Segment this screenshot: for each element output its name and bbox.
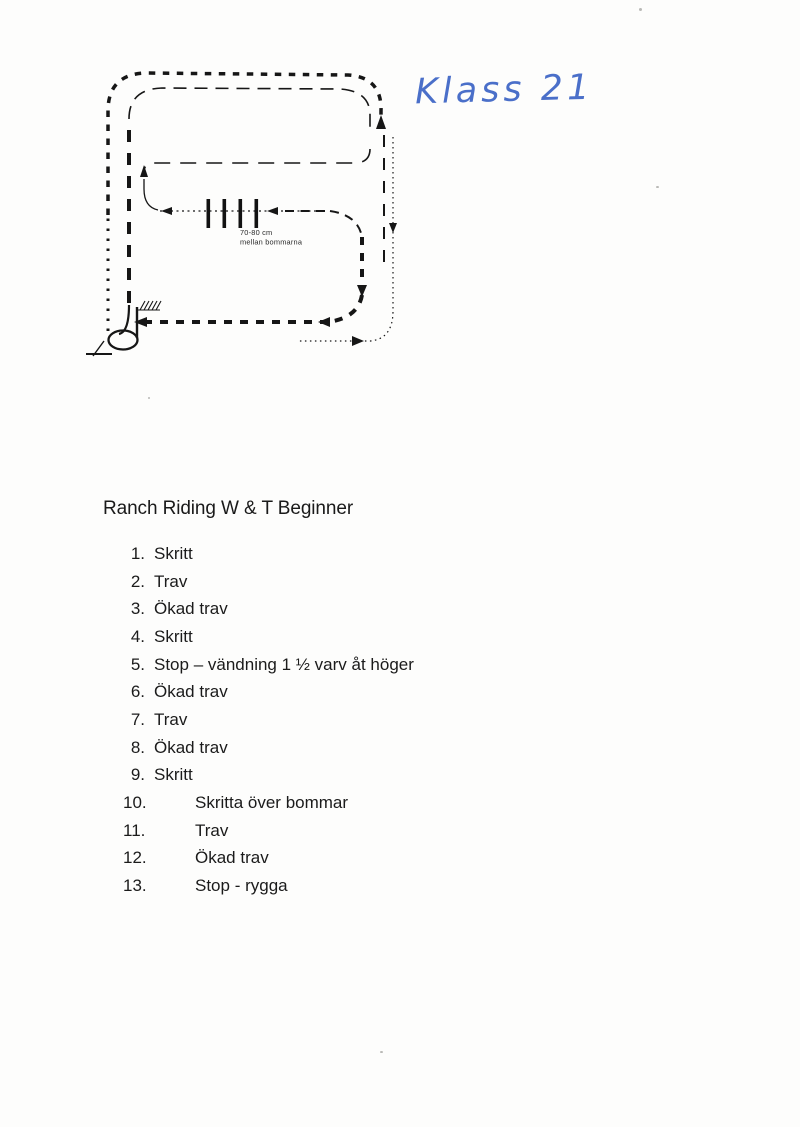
pattern-step <box>0 872 560 900</box>
inner-left-course-line <box>119 119 129 334</box>
step-text: Ökad trav <box>154 737 228 757</box>
down-arrow-icon <box>389 223 397 233</box>
pattern-step <box>0 568 560 596</box>
pattern-step <box>0 678 560 706</box>
pattern-step <box>0 651 560 679</box>
left-arrow-icon <box>318 317 330 327</box>
pattern-step <box>0 595 560 623</box>
step-text: Ökad trav <box>195 848 269 868</box>
pattern-title: Ranch Riding W & T Beginner <box>103 498 354 519</box>
step-text: Skritt <box>154 765 193 785</box>
step-number: 1. <box>130 543 145 563</box>
step-number: 2. <box>130 571 145 591</box>
scan-speck <box>656 186 659 188</box>
outer-course-line <box>108 73 386 331</box>
step-number: 12. <box>123 848 147 868</box>
right-arrow-icon <box>352 336 364 346</box>
pattern-step <box>0 789 560 817</box>
step-number: 7. <box>130 709 145 729</box>
step-number: 3. <box>130 599 145 619</box>
start-circle <box>86 331 138 357</box>
pattern-step <box>0 817 560 845</box>
left-arrow-icon <box>267 207 278 215</box>
scan-speck <box>380 1051 383 1053</box>
handwritten-class-label: Klass 21 <box>414 67 594 113</box>
pattern-step <box>0 623 560 651</box>
up-arrow-icon <box>376 115 386 129</box>
step-text: Trav <box>154 709 188 729</box>
step-number: 8. <box>130 737 145 757</box>
ground-poles <box>207 199 259 228</box>
step-text: Skritt <box>154 543 193 563</box>
pattern-step <box>0 734 560 762</box>
step-text: Ökad trav <box>154 682 228 702</box>
step-text: Trav <box>154 571 188 591</box>
scan-speck <box>148 397 150 399</box>
step-text: Trav <box>195 820 229 840</box>
step-text: Ökad trav <box>154 599 228 619</box>
step-number: 4. <box>130 626 145 646</box>
pattern-steps-list <box>0 540 560 900</box>
pole-note-line1: 70-80 cm <box>240 228 273 237</box>
dotted-right-line <box>298 137 397 346</box>
pattern-step <box>0 845 560 873</box>
pole-spacing-note <box>240 228 303 247</box>
step-text: Skritta över bommar <box>195 793 349 813</box>
pole-note-line2: mellan bommarna <box>240 237 303 247</box>
step-number: 13. <box>123 876 147 896</box>
step-text: Stop – vändning 1 ½ varv åt höger <box>154 654 414 674</box>
up-arrow-icon <box>140 165 148 177</box>
step-number: 10. <box>123 793 147 813</box>
pattern-step <box>0 762 560 790</box>
course-diagram <box>80 45 430 375</box>
pattern-step <box>0 540 560 568</box>
step-number: 6. <box>130 682 145 702</box>
scan-speck <box>639 8 642 11</box>
inner-top-course-line <box>129 88 370 131</box>
bottom-course-line <box>134 237 367 327</box>
left-arrow-icon <box>161 207 172 215</box>
step-number: 11. <box>123 820 146 840</box>
step-text: Skritt <box>154 626 193 646</box>
step-number: 9. <box>130 765 145 785</box>
step-number: 5. <box>130 654 145 674</box>
step-text: Stop - rygga <box>195 876 288 896</box>
pattern-step <box>0 706 560 734</box>
